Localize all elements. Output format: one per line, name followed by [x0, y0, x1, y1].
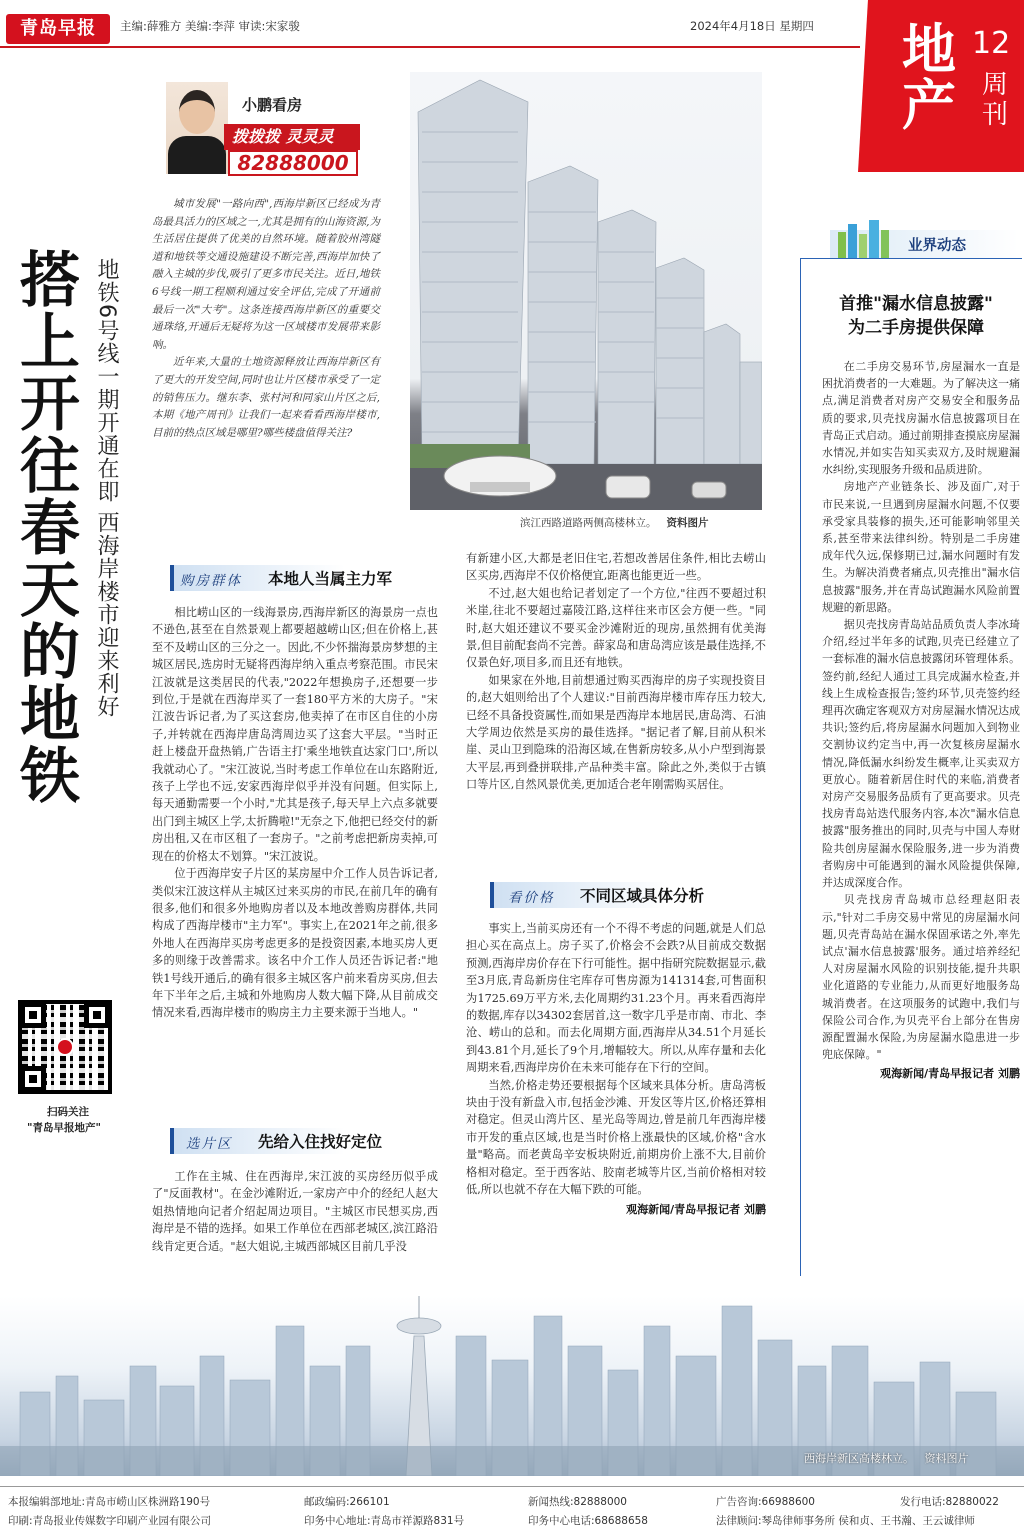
photo-credit: 资料图片 [666, 517, 709, 529]
issue-date: 2024年4月18日 星期四 [690, 19, 814, 33]
section-title: 不同区域具体分析 [580, 887, 705, 905]
footer-address: 本报编辑部地址:青岛市崂山区株洲路190号 [8, 1496, 211, 1508]
footer-distribution: 发行电话:82880022 [900, 1496, 999, 1508]
article-paragraph: 当然,价格走势还要根据每个区域来具体分析。唐岛湾板块由于没有新盘入市,包括金沙滩、开发区等片区,价格还算相对稳定。但灵山湾片区、星光岛等周边,曾是前几年西海岸楼市开发的重点区域,也是当时价格上涨最快的区域,价格"含水量"略高。而老黄岛辛安板块附近,前期房价上涨不大,目前价格相对稳定。至于西客站、胶南老城等片区,当前价格相对较低,所以也就不存在大幅下跌的可能。 [466, 1078, 766, 1197]
article-paragraph: 据贝壳找房青岛站品质负责人李冰琦介绍,经过半年多的试跑,贝壳已经建立了一套标准的漏水信息披露闭环管理体系。签约前,经纪人通过工具完成漏水检查,并线上生成检查报告;签约环节,贝壳签约经理再次确定客观双方对房屋漏水情况达成共识;签约后,将房屋漏水问题加入到物业交割协议约定当中,再一次复核房屋漏水情况,降低漏水纠纷发生概率,让买卖双方更放心。随着新居住时代的来临,消费者对房产交易服务品质有了更高要求。贝壳找房青岛站迭代服务内容,本次"漏水信息披露"服务推出的同时,贝壳与中国人寿财险共创房屋漏水保险服务,进一步为消费者购房中可能遇到的漏水风险提供保障,并达成深度合作。 [822, 618, 1020, 890]
buildings-icon [834, 218, 896, 258]
article-paragraph: 在二手房交易环节,房屋漏水一直是困扰消费者的一大难题。为了解决这一痛点,满足消费者对房产交易安全和服务品质的要求,贝壳找房漏水信息披露项目在青岛正式启动。通过前期排查摸底房屋漏水情况,并如实告知买卖双方,及时规避漏水纠纷,实现服务升级和品质进阶。 [822, 360, 1020, 477]
qr-caption: 扫码关注 [47, 1106, 89, 1118]
article-column [152, 604, 438, 1022]
sub-headline: 地铁6号线一期开通在即 西海岸楼市迎来利好 [94, 258, 119, 718]
section-tag: 购房群体 [180, 573, 242, 589]
footer-print-address: 印务中心地址:青岛市祥源路831号 [304, 1515, 465, 1527]
newspaper-logo: 青岛早报 [6, 14, 110, 44]
section-tag: 选片区 [186, 1136, 233, 1152]
footer-ad-contact: 广告咨询:66988600 [716, 1496, 815, 1508]
section-tag: 看价格 [508, 890, 555, 906]
footer-postcode: 邮政编码:266101 [304, 1496, 390, 1508]
article-paragraph: 贝壳找房青岛城市总经理赵阳表示,"针对二手房交易中常见的房屋漏水问题,贝壳青岛站在漏水保固承诺之外,率先试点'漏水信息披露'服务。通过培养经纪人对房屋漏水风险的识别技能,提升共职业化道路的专业能力,从而更好地服务岛城消费者。在这项服务的试跑中,我们与保险公司合作,为贝壳平台上部分在售房源配置漏水保险,为房屋漏水隐患进一步兜底保障。" [822, 893, 1020, 1062]
staff-credits: 主编:薛雅方 美编:李萍 审读:宋家骏 [120, 19, 300, 33]
sidebar-article [822, 358, 1020, 1083]
sidebar-border [800, 258, 801, 1276]
sidebar-headline [816, 292, 1016, 340]
photo-credit: 资料图片 [924, 1452, 969, 1465]
article-paragraph: 事实上,当前买房还有一个不得不考虑的问题,就是人们总担心买在高点上。房子买了,价格会不会跌?从目前成交数据预测,西海岸房价存在下行可能性。据中指研究院数据显示,截至3月底,青岛新房住宅库存可售房源为141314套,可售面积为1725.69万平方米,去化周期约31.23个月。再来看西海岸的数据,库存以34302套居首,这一数字几乎是市南、市北、李沧、崂山的总和。而去化周期方面,西海岸从34.51个月延长到43.81个月,延长了9个月,增幅较大。所以,从库存量和去化周期来看,西海岸房价在未来可能存在下行的空间。 [466, 922, 767, 1075]
byline: 观海新闻/青岛早报记者 刘鹏 [626, 1202, 766, 1216]
article-column [152, 1168, 438, 1255]
section-title: 本地人当属主力军 [268, 570, 393, 588]
photo-caption [520, 515, 709, 530]
skyscrapers-photo [410, 72, 762, 510]
qr-account-name: "青岛早报地产" [27, 1122, 101, 1134]
footer-printer: 印刷:青岛报业传媒数字印刷产业园有限公司 [8, 1515, 212, 1527]
photo-caption-text: 滨江西路道路两侧高楼林立。 [520, 517, 657, 529]
intro-paragraph: 近年来,大量的土地资源释放让西海岸新区有了更大的开发空间,同时也让片区楼市承受了一定的销售压力。继东李、张村河和同家山片区之后,本期《地产周刊》让我们一起来看看西海岸楼市,目前的热点区域是哪里?哪些楼盘值得关注? [152, 356, 380, 439]
footer-rule [0, 1486, 1024, 1487]
sidebar-top-border [800, 258, 1022, 259]
article-paragraph: 相比崂山区的一线海景房,西海岸新区的海景房一点也不逊色,甚至在自然景观上都要超越崂山区;但在价格上,甚至不及崂山区的三分之一。因此,不少怀揣海景房梦想的主城区居民,选房时无疑将西海岸纳入重点考察范围。市民宋江波就是这类居民的代表,"2022年想换房子,还想要一步到位,于是就在西海岸买了一套180平方米的大房子。"宋江波告诉记者,为了买这套房,他卖掉了在市区自住的小房子,并转就在西海岸唐岛湾周边买了这套大平层。"当时正赶上楼盘开盘热销,广告语主打'乘坐地铁直达家门口',所以我就动心了。"宋江波说,当时考虑工作单位在山东路附近,孩子上学也不远,安家西海岸似乎并没有问题。但实际上,每天通勤需要一个小时,"尤其是孩子,每天早上六点多就要出门到主城区上学,太折腾啦!"无奈之下,他把已经交付的新房出租,又在市区租了一套房子。"之前考虑把新房卖掉,可现在的价格太不划算。"宋江波说。 [152, 606, 438, 863]
hotline-number: 82888000 [228, 150, 358, 176]
byline: 观海新闻/青岛早报记者 刘鹏 [880, 1067, 1020, 1081]
qr-code-icon[interactable] [18, 1000, 112, 1094]
section-title: 先给入住找好定位 [258, 1133, 383, 1151]
columnist-avatar [166, 82, 228, 174]
article-paragraph: 位于西海岸安子片区的某房屋中介工作人员告诉记者,类似宋江波这样从主城区过来买房的市民,在前几年的确有很多,他们和很多外地购房者以及本地改善购房群体,共同构成了西海岸楼市"主力军"。事实上,在2021年之前,很多外地人在西海岸买房考虑更多的是投资因素,本地买房人更多的则缘于改善需求。该名中介工作人员还告诉记者:"地铁1号线开通后,的确有很多主城区客户前来看房买房,但去年下半年之后,主城和外地购房人数大幅下降,从目前成交情况来看,西海岸楼市的购房主力主要来源于当地人。" [152, 867, 438, 1020]
article-column [466, 920, 766, 1218]
sidebar-headline-line1: 首推"漏水信息披露" [839, 294, 993, 314]
main-headline: 搭上开往春天的地铁 [10, 248, 80, 806]
footer-legal: 法律顾问:琴岛律师事务所 侯和贞、王书瀚、王云诚律师 [716, 1515, 975, 1527]
article-intro [152, 196, 380, 442]
article-paragraph: 工作在主城、住在西海岸,宋江波的买房经历似乎成了"反面教材"。在金沙滩附近,一家房产中介的经纪人赵大姐热情地向记者介绍起周边项目。"主城区市民想买房,西海岸是不错的选择。如果工作单位在西部老城区,滨江路沿线肯定更合适。"赵大姐说,主城西部城区目前几乎没 [152, 1170, 438, 1253]
header-rule [0, 46, 860, 48]
footer-print-tel: 印务中心电话:68688658 [528, 1515, 648, 1527]
sidebar-headline-line2: 为二手房提供保障 [848, 318, 984, 338]
article-paragraph: 不过,赵大姐也给记者划定了一个方位,"往西不要超过积米崖,往北不要超过嘉陵江路,这样往来市区会方便一些。"同时,赵大姐还建议不要买金沙滩附近的现房,虽然拥有优美海景,但目前配套尚不完善。薛家岛和唐岛湾应该是最佳选择,不仅景色好,项目多,而且还有地铁。 [466, 586, 766, 670]
footer-news-hotline: 新闻热线:82888000 [528, 1496, 627, 1508]
sidebar-label: 业界动态 [908, 238, 966, 254]
section-subname: 周刊 [982, 70, 1009, 130]
city-skyline-photo [0, 1296, 1024, 1476]
photo-caption [804, 1450, 969, 1466]
photo-caption-text: 西海岸新区高楼林立。 [804, 1452, 914, 1465]
article-paragraph: 如果家在外地,目前想通过购买西海岸的房子实现投资目的,赵大姐则给出了个人建议:"目前西海岸楼市库存压力较大,已经不具备投资属性,而如果是西海岸本地居民,唐岛湾、石油大学周边依然是买房的最佳选择。"据记者了解,目前从积米崖、灵山卫到隐珠的沿海区域,在售新房较多,从小户型到海景大平层,再到叠拼联排,产品种类丰富。除此之外,类似于古镇口等片区,自然风景优美,更加适合老年刚需购买居住。 [466, 673, 766, 792]
section-name: 地产 [902, 18, 956, 137]
page-number: 12 [972, 26, 1011, 61]
intro-paragraph: 城市发展"一路向西",西海岸新区已经成为青岛最具活力的区域之一,尤其是拥有的山海资源,为生活居住提供了优美的自然环境。随着胶州湾隧道和地铁等交通设施建设不断完善,西海岸加快了融入主城的步伐,吸引了更多市民关注。近日,地铁6号线一期工程顺利通过安全评估,完成了开通前最后一次"大考"。这条连接西海岸新区的重要交通珠络,开通后无疑将为这一区域楼市发展带来影响。 [152, 198, 380, 351]
article-paragraph: 有新建小区,大都是老旧住宅,若想改善居住条件,相比去崂山区买房,西海岸不仅价格便宜,距离也能更近一些。 [466, 552, 766, 583]
article-column [466, 550, 766, 794]
column-title: 小鹏看房 [242, 96, 303, 114]
article-paragraph: 房地产产业链条长、涉及面广,对于市民来说,一旦遇到房屋漏水问题,不仅要承受家具装修的损失,还可能影响邻里关系,甚至带来法律纠纷。特别是二手房建成年代久远,保修期已过,漏水问题时有发生。为解决消费者痛点,贝壳推出"漏水信息披露"服务,并在青岛试跑漏水风险前置规避的新思路。 [822, 480, 1020, 614]
hotline-banner: 拨拨拨 灵灵灵 [224, 124, 360, 150]
